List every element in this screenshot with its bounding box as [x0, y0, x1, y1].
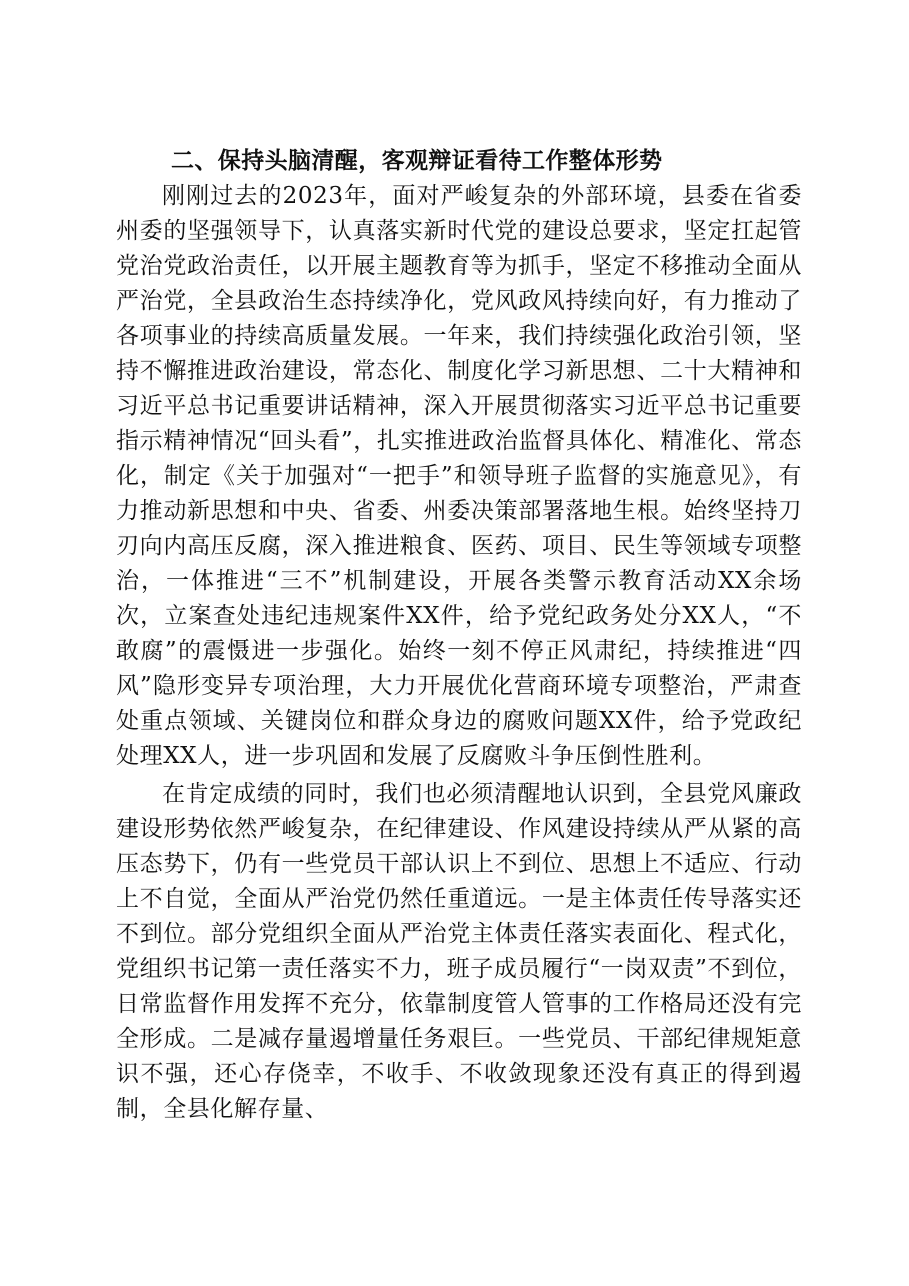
paragraph-problems: 在肯定成绩的同时，我们也必须清醒地认识到，全县党风廉政建设形势依然严峻复杂，在纪律建设、作风建设持续从严从紧的高压态势下，仍有一些党员干部认识上不到位、思想上不适应、行动上不自觉，全面从严治党仍然任重道远。一是主体责任传导落实还不到位。部分党组织全面从严治党主体责任落实表面化、程式化，党组织书记第一责任落实不力，班子成员履行“一岗双责”不到位，日常监督作用发挥不充分，依靠制度管人管事的工作格局还没有完全形成。二是减存量遏增量任务艰巨。一些党员、干部纪律规矩意识不强，还心存侥幸，不收手、不收敛现象还没有真正的得到遏制，全县化解存量、 — [116, 781, 802, 1122]
document-body — [116, 144, 802, 1127]
paragraph-achievements: 刚刚过去的2023年，面对严峻复杂的外部环境，县委在省委州委的坚强领导下，认真落实新时代党的建设总要求，坚定扛起管党治党政治责任，以开展主题教育等为抓手，坚定不移推动全面从严治党，全县政治生态持续净化，党风政风持续向好，有力推动了各项事业的持续高质量发展。一年来，我们持续强化政治引领，坚持不懈推进政治建设，常态化、制度化学习新思想、二十大精神和习近平总书记重要讲话精神，深入开展贯彻落实习近平总书记重要指示精神情况“回头看”，扎实推进政治监督具体化、精准化、常态化，制定《关于加强对“一把手”和领导班子监督的实施意见》，有力推动新思想和中央、省委、州委决策部署落地生根。始终坚持刀刃向内高压反腐，深入推进粮食、医药、项目、民生等领域专项整治，一体推进“三不”机制建设，开展各类警示教育活动XX余场次，立案查处违纪违规案件XX件，给予党纪政务处分XX人，“不敢腐”的震慑进一步强化。始终一刻不停正风肃纪，持续推进“四风”隐形变异专项治理，大力开展优化营商环境专项整治，严肃查处重点领域、关键岗位和群众身边的腐败问题XX件，给予党政纪处理XX人，进一步巩固和发展了反腐败斗争压倒性胜利。 — [116, 183, 802, 769]
section-heading: 二、保持头脑清醒，客观辩证看待工作整体形势 — [171, 148, 663, 174]
